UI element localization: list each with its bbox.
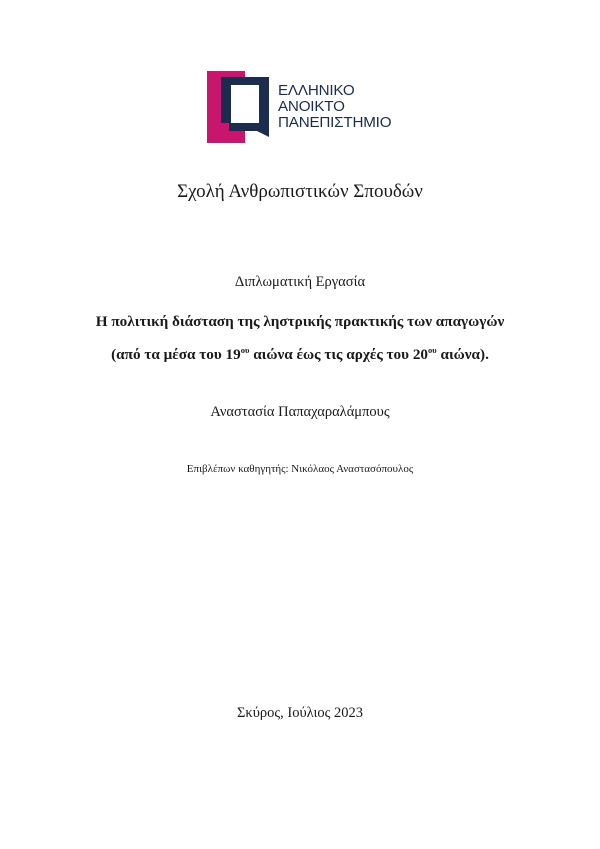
logo-mark-icon [207,71,277,143]
title-line-2-part-2: αιώνα έως τις αρχές του 20 [249,346,429,363]
school-name: Σχολή Ανθρωπιστικών Σπουδών [177,181,423,202]
title-line-2-part-3: αιώνα). [436,346,489,363]
title-line-2-part-1: (από τα μέσα του 19 [111,346,241,363]
logo-line-3: ΠΑΝΕΠΙΣΤΗΜΙΟ [278,114,392,131]
title-superscript-2: ου [428,345,437,355]
thesis-title-line-1: Η πολιτική διάσταση της ληστρικής πρακτικής των απαγωγών [95,313,505,330]
logo-wordmark [278,83,391,131]
place-and-date: Σκύρος, Ιούλιος 2023 [236,705,364,721]
university-logo [207,71,397,143]
thesis-type: Διπλωματική Εργασία [234,274,366,290]
thesis-title-line-2 [0,346,600,364]
title-superscript-1: ου [240,345,250,355]
supervisor: Επιβλέπων καθηγητής: Νικόλαος Αναστασόπουλος [186,463,414,475]
author-name: Αναστασία Παπαχαραλάμπους [210,404,390,420]
logo-line-2: ΑΝΟΙΚΤΟ [278,98,345,115]
logo-line-1: ΕΛΛΗΝΙΚΟ [278,82,355,99]
